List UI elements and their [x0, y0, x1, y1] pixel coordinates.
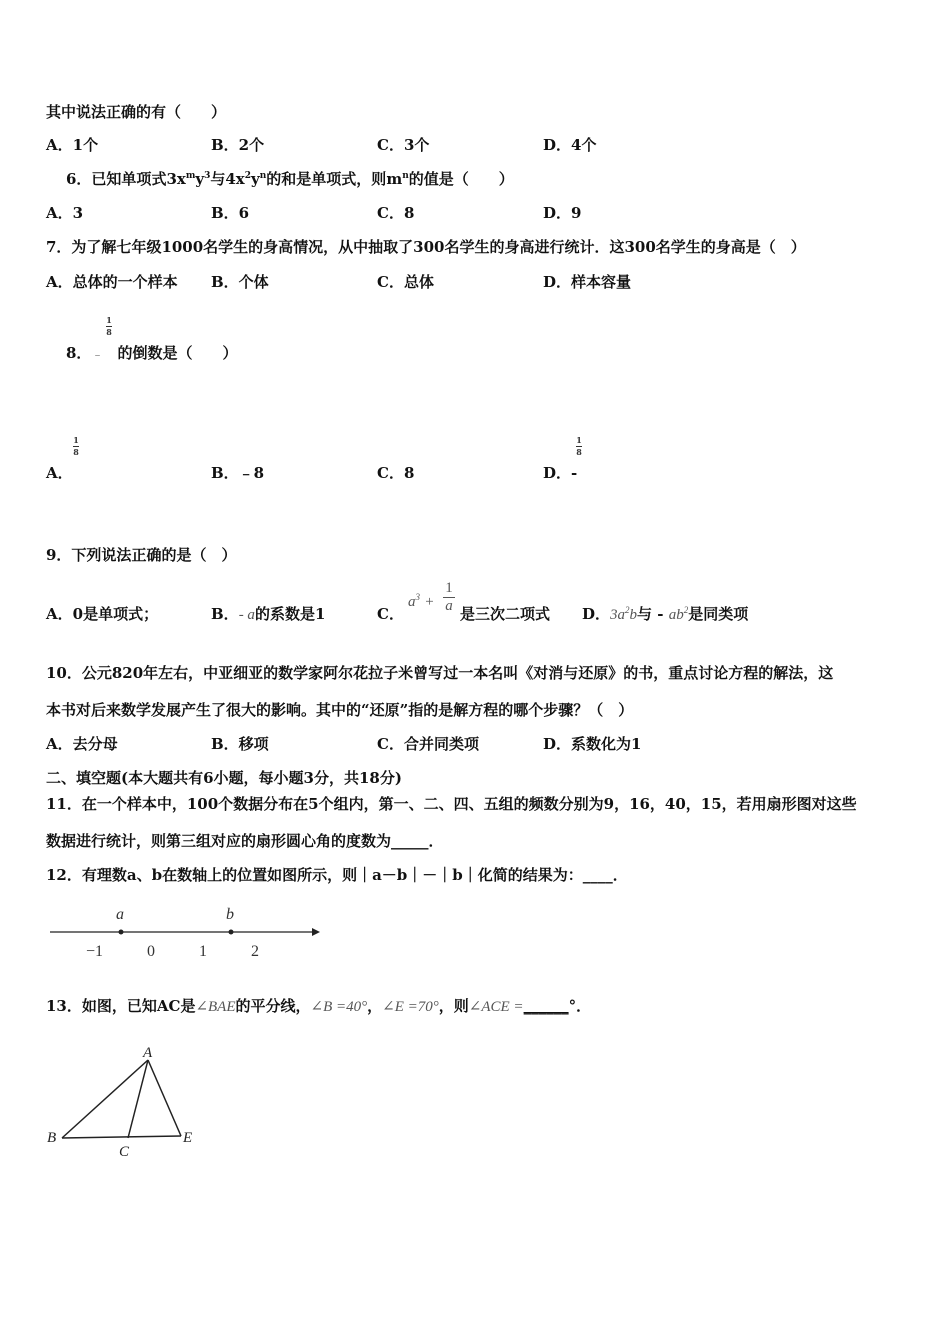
q10-line1: 10．公元820年左右，中亚细亚的数学家阿尔花拉子米曾写过一本名叫《对消与还原》的书，重点讨论方程的解法，这: [46, 664, 834, 682]
point-b: [229, 930, 234, 935]
vertex-b: B: [47, 1130, 57, 1146]
segment-ab: [62, 1060, 148, 1138]
q10-line2: 本书对后来数学发展产生了很大的影响。其中的“还原”指的是解方程的哪个步骤？（ ）: [46, 701, 634, 719]
q10-option-a: A．去分母: [46, 735, 118, 753]
q8-option-c: C．8: [377, 464, 415, 482]
vertex-a: A: [143, 1045, 153, 1061]
q10-option-b: B．移项: [211, 735, 269, 753]
section2-title: 二、填空题(本大题共有6小题，每小题3分，共18分): [46, 769, 402, 787]
q8-option-b: B．﹣8: [211, 464, 265, 482]
q7-option-a: A．总体的一个样本: [46, 273, 178, 291]
q8-stem: 8．﹣ 的倒数是（ ）: [66, 344, 238, 362]
tick-label-minus1: −1: [86, 943, 104, 960]
q6-option-d: D．9: [543, 204, 582, 222]
q8-option-d-fraction: 1 8: [576, 435, 582, 457]
q11-line1: 11．在一个样本中，100个数据分布在5个组内，第一、二、四、五组的频数分别为9，16，40，15，若用扇形图对这些: [46, 795, 857, 813]
segment-ac: [128, 1060, 148, 1138]
q6-stem: 6．已知单项式$3x^my^3$与$4x^2y^n$的和是单项式，则$m^n$的值是（ ）: [66, 170, 514, 188]
q8-option-a-fraction: 1 8: [73, 435, 79, 457]
q6-option-c: C．8: [377, 204, 415, 222]
tick-label-2: 2: [251, 943, 259, 960]
q7-stem: 7．为了解七年级1000名学生的身高情况，从中抽取了300名学生的身高进行统计．这300名学生的身高是（ ）: [46, 238, 806, 256]
q5-option-c: C．3个: [377, 136, 430, 154]
q8-fraction: 1 8: [106, 315, 112, 337]
q5-tail: 其中说法正确的有（ ）: [46, 103, 227, 121]
label-a: a: [116, 906, 124, 923]
q9-option-c-tail: 是三次二项式: [460, 605, 551, 623]
q7-option-c: C．总体: [377, 273, 434, 291]
q11-line2: 数据进行统计，则第三组对应的扇形圆心角的度数为_____．: [46, 832, 444, 850]
q5-option-d: D．4个: [543, 136, 597, 154]
q9-option-d: D．$3a^2b$与 - $ab^2$是同类项: [582, 605, 749, 623]
vertex-c: C: [119, 1144, 130, 1160]
q7-option-d: D．样本容量: [543, 273, 632, 291]
q9-option-c-fraction: 1 a: [443, 580, 455, 615]
q12-number-line: [46, 902, 326, 962]
q9-option-c-math: $a^3$ +: [408, 592, 434, 610]
q6-option-a: A．3: [46, 204, 84, 222]
tick-label-1: 1: [199, 943, 207, 960]
q13-triangle-figure: [44, 1038, 214, 1163]
q8-option-a: A．: [46, 464, 73, 482]
q9-stem: 9．下列说法正确的是（ ）: [46, 546, 237, 564]
q9-option-c-label: C．: [377, 605, 404, 623]
vertex-e: E: [183, 1130, 193, 1146]
point-a: [119, 930, 124, 935]
q13-stem: 13．如图，已知AC是∠BAE的平分线，∠B =40°，∠E =70°，则∠ACE =______°．: [46, 997, 592, 1015]
q9-option-a: A．0是单项式；: [46, 605, 159, 623]
q7-option-b: B．个体: [211, 273, 269, 291]
q8-option-d: D．-: [543, 464, 578, 482]
q9-option-b: B．- a的系数是1: [211, 605, 326, 623]
number-line-arrow: [312, 928, 320, 936]
segment-be: [62, 1136, 181, 1138]
q6-option-b: B．6: [211, 204, 250, 222]
q10-option-d: D．系数化为1: [543, 735, 642, 753]
tick-label-0: 0: [147, 943, 155, 960]
q12-stem: 12．有理数a、b在数轴上的位置如图所示，则｜a－b｜－｜b｜化简的结果为：____．: [46, 866, 628, 884]
q10-option-c: C．合并同类项: [377, 735, 479, 753]
q5-option-a: A．1个: [46, 136, 99, 154]
segment-ae: [148, 1060, 181, 1136]
q5-option-b: B．2个: [211, 136, 265, 154]
label-b: b: [226, 906, 234, 923]
